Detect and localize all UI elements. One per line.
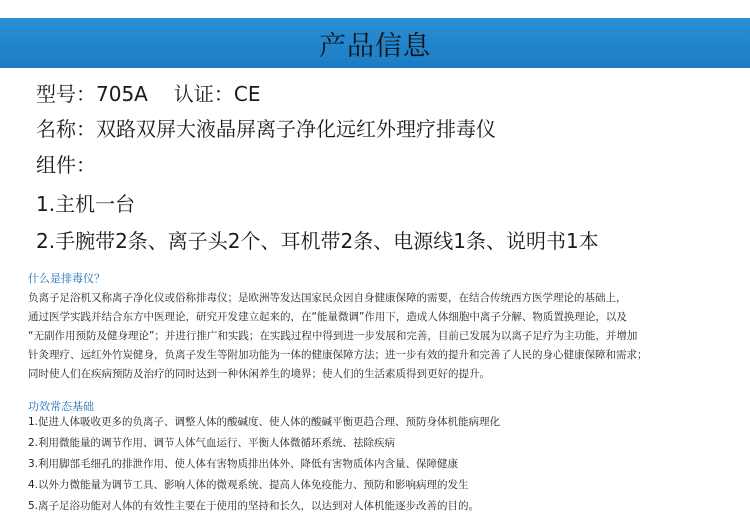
what-is-title: 什么是排毒仪？ [28,272,105,285]
what-is-paragraph [28,289,738,384]
list-item: 5.离子足浴功能对人体的有效性主要在于使用的坚持和长久，以达到对人体机能逐步改善的目的。 [28,500,480,512]
component-item-2: 2.手腕带2条、离子头2个、耳机带2条、电源线1条、说明书1本 [36,229,599,253]
list-item: 2.利用微能量的调节作用、调节人体气血运行、平衡人体微循环系统、祛除疾病 [28,437,396,449]
model-label: 型号：705A [36,82,148,106]
product-name-line: 名称：双路双屏大液晶屏离子净化远红外理疗排毒仪 [36,117,496,141]
model-cert-line [36,84,260,104]
component-item-1: 1.主机一台 [36,192,136,216]
cert-label: 认证：CE [173,82,261,106]
list-item: 1.促进人体吸收更多的负离子、调整人体的酸碱度、使人体的酸碱平衡更趋合理、预防身体机能病理化 [28,416,501,428]
functions-title: 功效常态基础 [28,400,94,413]
paragraph-line: “无副作用预防及健身理论”；并进行推广和实践；在实践过程中得到进一步发展和完善，目前已发展为以离子足疗为主功能，并增加 [28,330,638,342]
paragraph-line: 通过医学实践并结合东方中医理论，研究开发建立起来的，在“能量微调”作用下，造成人体细胞中离子分解、物质置换理论，以及 [28,311,627,323]
paragraph-line: 负离子足浴机又称离子净化仪或俗称排毒仪；是欧洲等发达国家民众因自身健康保障的需要，在结合传统西方医学理论的基础上， [28,292,627,304]
paragraph-line: 同时使人们在疾病预防及治疗的同时达到一种休闲养生的境界；使人们的生活素质得到更好的提升。 [28,368,490,380]
page-title: 产品信息 [319,30,431,62]
list-item: 4.以外力微能量为调节工具、影响人体的微观系统、提高人体免疫能力、预防和影响病理的发生 [28,479,469,491]
paragraph-line: 针灸理疗、远红外竹炭健身，负离子发生等附加功能为一体的健康保障方法；进一步有效的提升和完善了人民的身心健康保障和需求； [28,349,648,361]
list-item: 3.利用脚部毛细孔的排泄作用、使人体有害物质排出体外、降低有害物质体内含量、保障健康 [28,458,459,470]
functions-list [28,412,738,517]
header-banner [0,18,750,68]
components-label: 组件： [36,153,96,177]
